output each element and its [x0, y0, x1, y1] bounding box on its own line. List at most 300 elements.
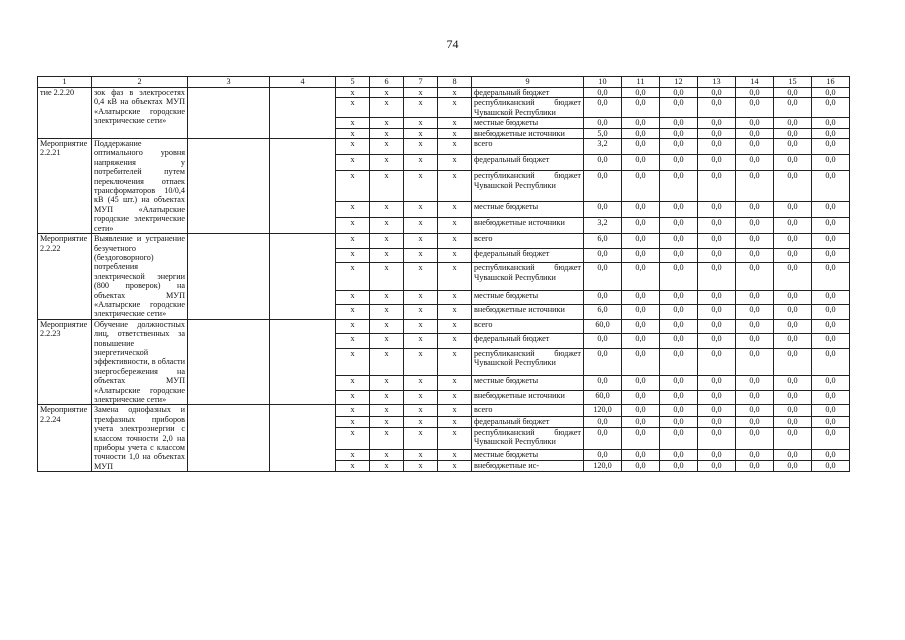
amount-cell: 0,0 [660, 319, 698, 334]
amount-cell: 0,0 [736, 98, 774, 118]
code-cell: x [336, 263, 370, 291]
code-cell: x [404, 405, 438, 416]
funding-source: местные бюджеты [472, 118, 584, 128]
amount-cell: 0,0 [622, 390, 660, 405]
column-number-row [38, 77, 850, 88]
measure-description: Обучение должностных лиц, ответственных за повышение энергетической эффективности, в области энергосбережения на объектах МУП «Алатырские городские электрические сети» [92, 319, 188, 405]
amount-cell: 6,0 [584, 305, 622, 320]
amount-cell: 0,0 [622, 405, 660, 416]
amount-cell: 0,0 [698, 390, 736, 405]
funding-source: внебюджетные источники [472, 390, 584, 405]
amount-cell: 120,0 [584, 460, 622, 471]
amount-cell: 0,0 [812, 428, 850, 450]
code-cell: x [438, 290, 472, 305]
funding-source: республиканский бюджет Чувашской Республики [472, 98, 584, 118]
col-3-cell [188, 319, 270, 405]
col-4-cell [270, 88, 336, 139]
amount-cell: 0,0 [622, 334, 660, 349]
amount-cell: 0,0 [698, 139, 736, 155]
code-cell: x [438, 376, 472, 391]
amount-cell: 0,0 [584, 118, 622, 128]
column-header: 4 [270, 77, 336, 88]
amount-cell: 0,0 [622, 319, 660, 334]
code-cell: x [438, 449, 472, 460]
table-row [38, 88, 850, 98]
funding-source: внебюджетные источники [472, 217, 584, 233]
amount-cell: 0,0 [774, 217, 812, 233]
code-cell: x [336, 405, 370, 416]
amount-cell: 0,0 [812, 290, 850, 305]
amount-cell: 0,0 [736, 305, 774, 320]
code-cell: x [336, 139, 370, 155]
amount-cell: 0,0 [660, 416, 698, 427]
amount-cell: 0,0 [736, 416, 774, 427]
col-4-cell [270, 405, 336, 472]
amount-cell: 0,0 [660, 348, 698, 376]
column-header: 11 [622, 77, 660, 88]
code-cell: x [438, 155, 472, 171]
code-cell: x [370, 171, 404, 202]
table-header [38, 77, 850, 88]
amount-cell: 0,0 [698, 217, 736, 233]
amount-cell: 0,0 [812, 348, 850, 376]
amount-cell: 0,0 [812, 376, 850, 391]
amount-cell: 0,0 [660, 88, 698, 98]
funding-source: внебюджетные источники [472, 305, 584, 320]
amount-cell: 0,0 [622, 171, 660, 202]
amount-cell: 3,2 [584, 139, 622, 155]
amount-cell: 5,0 [584, 128, 622, 138]
code-cell: x [336, 348, 370, 376]
funding-source: всего [472, 405, 584, 416]
amount-cell: 0,0 [622, 139, 660, 155]
column-header: 1 [38, 77, 92, 88]
measure-label: тие 2.2.20 [38, 88, 92, 139]
code-cell: x [404, 460, 438, 471]
amount-cell: 0,0 [736, 348, 774, 376]
code-cell: x [336, 155, 370, 171]
code-cell: x [370, 155, 404, 171]
code-cell: x [438, 234, 472, 249]
amount-cell: 0,0 [812, 263, 850, 291]
code-cell: x [336, 217, 370, 233]
amount-cell: 0,0 [698, 376, 736, 391]
amount-cell: 0,0 [622, 416, 660, 427]
amount-cell: 0,0 [812, 201, 850, 217]
code-cell: x [438, 319, 472, 334]
code-cell: x [370, 334, 404, 349]
funding-source: республиканский бюджет Чувашской Республики [472, 263, 584, 291]
amount-cell: 0,0 [774, 334, 812, 349]
measure-label: Мероприятие 2.2.22 [38, 234, 92, 320]
column-header: 7 [404, 77, 438, 88]
code-cell: x [370, 139, 404, 155]
code-cell: x [336, 376, 370, 391]
col-4-cell [270, 319, 336, 405]
amount-cell: 0,0 [660, 449, 698, 460]
funding-source: федеральный бюджет [472, 155, 584, 171]
code-cell: x [404, 128, 438, 138]
budget-table [37, 76, 850, 472]
code-cell: x [404, 376, 438, 391]
amount-cell: 0,0 [660, 201, 698, 217]
amount-cell: 0,0 [736, 405, 774, 416]
funding-source: всего [472, 234, 584, 249]
measure-label: Мероприятие 2.2.23 [38, 319, 92, 405]
amount-cell: 120,0 [584, 405, 622, 416]
amount-cell: 0,0 [622, 98, 660, 118]
amount-cell: 0,0 [622, 201, 660, 217]
code-cell: x [404, 171, 438, 202]
amount-cell: 0,0 [736, 139, 774, 155]
amount-cell: 6,0 [584, 234, 622, 249]
code-cell: x [370, 376, 404, 391]
code-cell: x [438, 248, 472, 263]
code-cell: x [370, 305, 404, 320]
funding-source: республиканский бюджет Чувашской Республики [472, 348, 584, 376]
funding-source: внебюджетные ис- [472, 460, 584, 471]
amount-cell: 0,0 [736, 88, 774, 98]
amount-cell: 0,0 [584, 88, 622, 98]
code-cell: x [336, 290, 370, 305]
col-3-cell [188, 139, 270, 234]
code-cell: x [336, 118, 370, 128]
amount-cell: 0,0 [622, 128, 660, 138]
measure-description: зок фаз в электросетях 0,4 кВ на объектах МУП «Алатырские городские электрические сети» [92, 88, 188, 139]
amount-cell: 0,0 [698, 416, 736, 427]
amount-cell: 0,0 [622, 305, 660, 320]
amount-cell: 0,0 [660, 128, 698, 138]
amount-cell: 0,0 [660, 234, 698, 249]
amount-cell: 0,0 [812, 449, 850, 460]
code-cell: x [438, 405, 472, 416]
amount-cell: 0,0 [698, 319, 736, 334]
amount-cell: 0,0 [698, 348, 736, 376]
code-cell: x [336, 171, 370, 202]
funding-source: местные бюджеты [472, 449, 584, 460]
col-3-cell [188, 405, 270, 472]
code-cell: x [404, 155, 438, 171]
code-cell: x [336, 98, 370, 118]
amount-cell: 0,0 [660, 217, 698, 233]
amount-cell: 0,0 [660, 460, 698, 471]
column-header: 3 [188, 77, 270, 88]
amount-cell: 0,0 [698, 428, 736, 450]
code-cell: x [438, 428, 472, 450]
amount-cell: 0,0 [698, 405, 736, 416]
code-cell: x [438, 171, 472, 202]
table-body [38, 88, 850, 472]
amount-cell: 0,0 [698, 201, 736, 217]
amount-cell: 0,0 [774, 171, 812, 202]
column-header: 15 [774, 77, 812, 88]
amount-cell: 0,0 [660, 155, 698, 171]
amount-cell: 0,0 [660, 263, 698, 291]
code-cell: x [438, 305, 472, 320]
amount-cell: 0,0 [774, 428, 812, 450]
code-cell: x [336, 305, 370, 320]
code-cell: x [404, 248, 438, 263]
code-cell: x [370, 460, 404, 471]
amount-cell: 0,0 [584, 290, 622, 305]
amount-cell: 0,0 [736, 376, 774, 391]
code-cell: x [336, 88, 370, 98]
funding-source: внебюджетные источники [472, 128, 584, 138]
measure-description: Замена однофазных и трехфазных приборов учета электроэнергии с классом точности 2,0 на приборы учета с классом точности 1,0 на объектах МУП [92, 405, 188, 472]
amount-cell: 0,0 [584, 171, 622, 202]
funding-source: республиканский бюджет Чувашской Республики [472, 171, 584, 202]
amount-cell: 0,0 [698, 128, 736, 138]
amount-cell: 0,0 [736, 290, 774, 305]
code-cell: x [438, 201, 472, 217]
measure-label: Мероприятие 2.2.24 [38, 405, 92, 472]
table-row [38, 234, 850, 249]
amount-cell: 0,0 [736, 390, 774, 405]
table-row [38, 405, 850, 416]
code-cell: x [438, 128, 472, 138]
amount-cell: 0,0 [660, 248, 698, 263]
code-cell: x [438, 263, 472, 291]
code-cell: x [370, 98, 404, 118]
column-header: 8 [438, 77, 472, 88]
code-cell: x [438, 139, 472, 155]
funding-source: местные бюджеты [472, 376, 584, 391]
column-header: 5 [336, 77, 370, 88]
amount-cell: 0,0 [774, 248, 812, 263]
code-cell: x [370, 348, 404, 376]
code-cell: x [404, 290, 438, 305]
amount-cell: 0,0 [812, 217, 850, 233]
code-cell: x [404, 319, 438, 334]
amount-cell: 0,0 [660, 139, 698, 155]
col-3-cell [188, 234, 270, 320]
code-cell: x [370, 319, 404, 334]
amount-cell: 0,0 [622, 428, 660, 450]
code-cell: x [404, 263, 438, 291]
table-row [38, 139, 850, 155]
amount-cell: 0,0 [660, 334, 698, 349]
amount-cell: 0,0 [812, 234, 850, 249]
amount-cell: 0,0 [698, 449, 736, 460]
code-cell: x [370, 263, 404, 291]
amount-cell: 0,0 [812, 319, 850, 334]
code-cell: x [404, 118, 438, 128]
amount-cell: 0,0 [774, 319, 812, 334]
code-cell: x [370, 248, 404, 263]
code-cell: x [438, 217, 472, 233]
amount-cell: 0,0 [622, 348, 660, 376]
funding-source: федеральный бюджет [472, 334, 584, 349]
code-cell: x [438, 416, 472, 427]
amount-cell: 0,0 [736, 449, 774, 460]
amount-cell: 0,0 [774, 290, 812, 305]
amount-cell: 0,0 [774, 416, 812, 427]
amount-cell: 0,0 [812, 171, 850, 202]
amount-cell: 0,0 [774, 98, 812, 118]
code-cell: x [370, 428, 404, 450]
amount-cell: 0,0 [584, 428, 622, 450]
code-cell: x [336, 390, 370, 405]
code-cell: x [336, 428, 370, 450]
amount-cell: 0,0 [812, 334, 850, 349]
code-cell: x [370, 405, 404, 416]
code-cell: x [370, 128, 404, 138]
amount-cell: 0,0 [698, 155, 736, 171]
amount-cell: 0,0 [774, 88, 812, 98]
amount-cell: 0,0 [622, 449, 660, 460]
code-cell: x [438, 390, 472, 405]
code-cell: x [404, 390, 438, 405]
amount-cell: 0,0 [812, 139, 850, 155]
amount-cell: 0,0 [812, 118, 850, 128]
amount-cell: 0,0 [584, 416, 622, 427]
amount-cell: 0,0 [660, 405, 698, 416]
amount-cell: 0,0 [774, 449, 812, 460]
code-cell: x [438, 460, 472, 471]
code-cell: x [404, 348, 438, 376]
amount-cell: 0,0 [584, 155, 622, 171]
funding-source: федеральный бюджет [472, 416, 584, 427]
measure-description: Поддержание оптимального уровня напряжения у потребителей путем переключения отпаек трансформаторов 10/0,4 кВ (45 шт.) на объектах МУП «Алатырские городские электрические сети» [92, 139, 188, 234]
code-cell: x [370, 234, 404, 249]
funding-source: местные бюджеты [472, 201, 584, 217]
column-header: 13 [698, 77, 736, 88]
amount-cell: 3,2 [584, 217, 622, 233]
funding-source: федеральный бюджет [472, 88, 584, 98]
amount-cell: 0,0 [622, 155, 660, 171]
amount-cell: 0,0 [736, 334, 774, 349]
code-cell: x [404, 305, 438, 320]
amount-cell: 0,0 [812, 305, 850, 320]
amount-cell: 0,0 [622, 217, 660, 233]
amount-cell: 0,0 [736, 118, 774, 128]
amount-cell: 0,0 [584, 376, 622, 391]
code-cell: x [438, 118, 472, 128]
code-cell: x [438, 98, 472, 118]
code-cell: x [404, 449, 438, 460]
column-header: 16 [812, 77, 850, 88]
amount-cell: 0,0 [812, 88, 850, 98]
amount-cell: 60,0 [584, 390, 622, 405]
amount-cell: 0,0 [622, 460, 660, 471]
amount-cell: 0,0 [812, 460, 850, 471]
page-number: 74 [446, 37, 459, 51]
amount-cell: 0,0 [622, 88, 660, 98]
amount-cell: 0,0 [584, 334, 622, 349]
amount-cell: 0,0 [736, 248, 774, 263]
amount-cell: 0,0 [774, 118, 812, 128]
amount-cell: 0,0 [774, 155, 812, 171]
amount-cell: 0,0 [774, 201, 812, 217]
code-cell: x [336, 416, 370, 427]
amount-cell: 0,0 [622, 376, 660, 391]
col-3-cell [188, 88, 270, 139]
amount-cell: 0,0 [736, 128, 774, 138]
code-cell: x [404, 428, 438, 450]
amount-cell: 0,0 [736, 263, 774, 291]
amount-cell: 0,0 [660, 376, 698, 391]
amount-cell: 0,0 [774, 139, 812, 155]
code-cell: x [438, 88, 472, 98]
amount-cell: 0,0 [736, 319, 774, 334]
measure-description: Выявление и устранение безучетного (бездоговорного) потребления электрической энергии (800 проверок) на объектах МУП «Алатырские городские электрические сети» [92, 234, 188, 320]
amount-cell: 0,0 [584, 98, 622, 118]
amount-cell: 0,0 [812, 405, 850, 416]
code-cell: x [404, 217, 438, 233]
amount-cell: 0,0 [622, 290, 660, 305]
amount-cell: 60,0 [584, 319, 622, 334]
column-header: 6 [370, 77, 404, 88]
code-cell: x [438, 348, 472, 376]
amount-cell: 0,0 [698, 334, 736, 349]
amount-cell: 0,0 [660, 390, 698, 405]
code-cell: x [336, 460, 370, 471]
column-header: 9 [472, 77, 584, 88]
amount-cell: 0,0 [698, 460, 736, 471]
amount-cell: 0,0 [736, 217, 774, 233]
column-header: 2 [92, 77, 188, 88]
amount-cell: 0,0 [622, 118, 660, 128]
amount-cell: 0,0 [660, 305, 698, 320]
amount-cell: 0,0 [812, 248, 850, 263]
measure-label: Мероприятие 2.2.21 [38, 139, 92, 234]
amount-cell: 0,0 [584, 248, 622, 263]
code-cell: x [438, 334, 472, 349]
funding-source: всего [472, 319, 584, 334]
amount-cell: 0,0 [774, 128, 812, 138]
amount-cell: 0,0 [812, 390, 850, 405]
code-cell: x [370, 390, 404, 405]
table-row [38, 319, 850, 334]
amount-cell: 0,0 [736, 234, 774, 249]
amount-cell: 0,0 [698, 171, 736, 202]
amount-cell: 0,0 [774, 305, 812, 320]
amount-cell: 0,0 [698, 118, 736, 128]
amount-cell: 0,0 [812, 416, 850, 427]
amount-cell: 0,0 [736, 171, 774, 202]
amount-cell: 0,0 [698, 88, 736, 98]
amount-cell: 0,0 [774, 390, 812, 405]
code-cell: x [404, 139, 438, 155]
code-cell: x [336, 248, 370, 263]
amount-cell: 0,0 [698, 290, 736, 305]
amount-cell: 0,0 [812, 155, 850, 171]
amount-cell: 0,0 [584, 263, 622, 291]
amount-cell: 0,0 [774, 405, 812, 416]
funding-source: республиканский бюджет Чувашской Республики [472, 428, 584, 450]
code-cell: x [370, 88, 404, 98]
funding-source: федеральный бюджет [472, 248, 584, 263]
amount-cell: 0,0 [698, 234, 736, 249]
code-cell: x [370, 290, 404, 305]
code-cell: x [370, 201, 404, 217]
amount-cell: 0,0 [736, 201, 774, 217]
code-cell: x [336, 319, 370, 334]
code-cell: x [404, 98, 438, 118]
code-cell: x [336, 201, 370, 217]
amount-cell: 0,0 [698, 98, 736, 118]
amount-cell: 0,0 [584, 201, 622, 217]
amount-cell: 0,0 [584, 449, 622, 460]
amount-cell: 0,0 [660, 290, 698, 305]
amount-cell: 0,0 [584, 348, 622, 376]
code-cell: x [336, 128, 370, 138]
amount-cell: 0,0 [774, 263, 812, 291]
amount-cell: 0,0 [622, 248, 660, 263]
code-cell: x [404, 234, 438, 249]
amount-cell: 0,0 [660, 428, 698, 450]
code-cell: x [336, 234, 370, 249]
